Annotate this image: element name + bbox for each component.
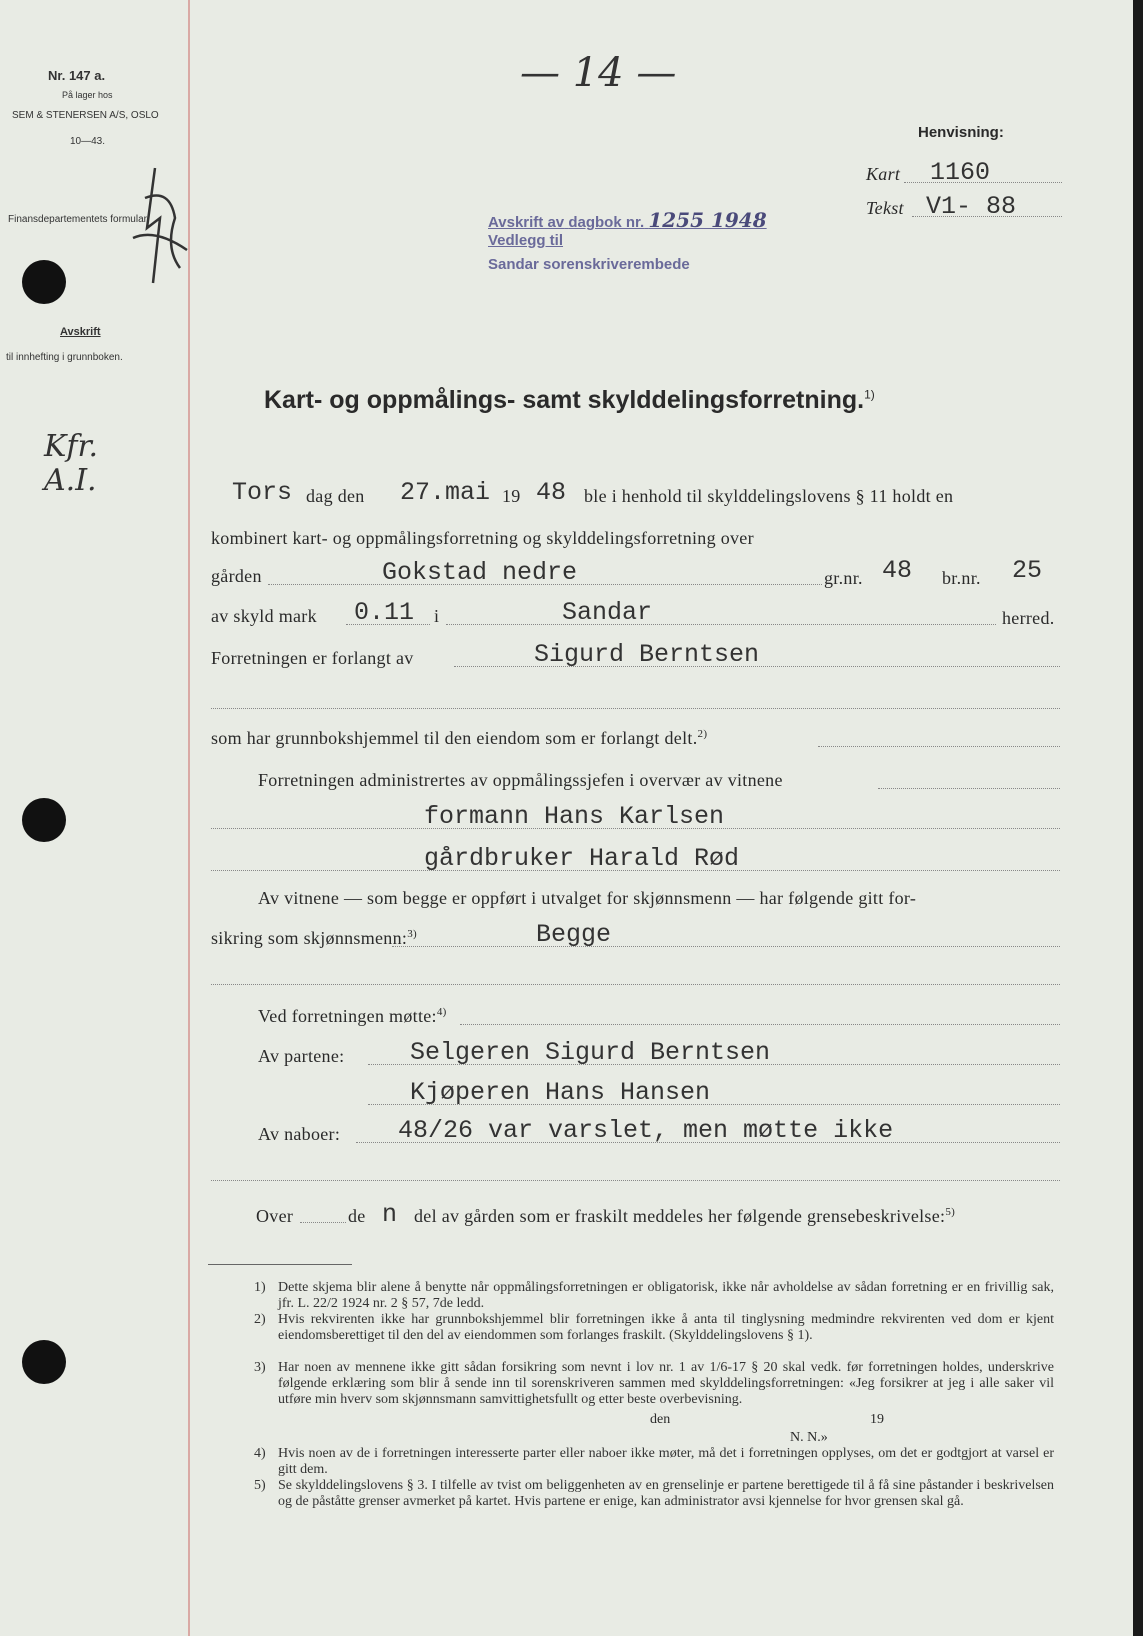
ministry-form: Finansdepartementets formular [8, 214, 147, 225]
reference-map-label: Kart [866, 164, 901, 184]
forsikring-label: sikring som skjønnsmenn:$^{3)}$ [211, 928, 417, 948]
copy-label: Avskrift [60, 326, 101, 338]
footnote-divider [208, 1264, 352, 1265]
brnr-value: 25 [1012, 556, 1043, 585]
stamp-line-1: Avskrift av dagbok nr. 1255 1948 [488, 208, 767, 232]
weekday-value: Tors [232, 478, 293, 507]
publisher-line-2: SEM & STENERSEN A/S, OSLO [12, 110, 159, 121]
date-label-dag: dag den [306, 486, 365, 506]
reference-text-value: V1- 88 [926, 192, 1017, 221]
witness-1: formann Hans Karlsen [424, 802, 725, 831]
forsikring-value: Begge [536, 920, 612, 949]
year-prefix: 19 [502, 486, 521, 506]
footnote-1: 1) Dette skjema blir alene å benytte når oppmålingsforretningen er obligatorisk, ikke når avholdelse av sådan forretning er en frivillig sak, jfr. L. 22/2 1924 nr. 2 § 57, 7de ledd. [254, 1280, 1054, 1311]
publisher-line-1: På lager hos [62, 90, 113, 100]
neighbours-value: 48/26 var varslet, men møtte ikke [398, 1116, 894, 1145]
footnote-2: 2) Hvis rekvirenten ikke har grunnbokshjemmel blir forretningen ikke å anta til tinglysning medmindre rekvirenten ved dom er kjent eiendomsberettiget til den del av eiendommen som forlanges fraskilt. (Skylddelingslovens § 1). [254, 1312, 1054, 1343]
skyld-label: av skyld mark [211, 606, 317, 626]
farm-label: gården [211, 566, 262, 586]
stamp-line-2: Vedlegg til [488, 232, 564, 249]
party-seller: Selgeren Sigurd Berntsen [410, 1038, 771, 1067]
reference-map-value: 1160 [930, 158, 991, 187]
hjemmel-text: som har grunnbokshjemmel til den eiendom som er forlangt delt.$^{2)}$ [211, 728, 708, 748]
footnote-5: 5) Se skylddelingslovens § 3. I tilfelle av tvist om beliggenheten av en grenselinje er partene berettigede til å få sine påstander i beskrivelsen og de påståtte grenser avmerket på kartet. Hvis partene er enige, kan administrator avsi kjennelse for hvor grensen skal gå. [254, 1478, 1054, 1509]
footnote-3: 3) Har noen av mennene ikke gitt sådan forsikring som nevnt i lov nr. 1 av 1/6-17 § 20 skal vedk. før forretningen holdes, underskrive følgende erklæring som blir å sende inn til sorenskriveren sammen med skylddelingsforretningen: «Jeg forsikrer at jeg i alle saker vil utføre min hverv som skjønnsmann samvittighetsfullt og etter beste overbevisning. [254, 1360, 1054, 1407]
boundary-text: del av gården som er fraskilt meddeles her følgende grensebeskrivelse:$^{5)}$ [414, 1206, 956, 1226]
reference-text-label: Tekst [866, 198, 904, 218]
footnote-4: 4) Hvis noen av de i forretningen interesserte parter eller naboer ikke møter, må det i forretningen opplyses, om det er godtgjort at varsel er gitt dem. [254, 1446, 1054, 1477]
herred-value: Sandar [562, 598, 653, 627]
date-value: 27.mai [400, 478, 491, 507]
skyld-value: 0.11 [354, 598, 415, 627]
present-label: Ved forretningen møtte:$^{4)}$ [258, 1006, 447, 1026]
neighbours-label: Av naboer: [258, 1124, 341, 1144]
footnote-3-den: den [650, 1412, 671, 1427]
year-value: 48 [536, 478, 567, 507]
date-line-rest: ble i henhold til skylddelingslovens § 11 holdt en [584, 486, 954, 506]
combined-line: kombinert kart- og oppmålingsforretning og skylddelingsforretning over [211, 528, 754, 548]
grnr-label: gr.nr. [824, 568, 863, 588]
witness-2: gårdbruker Harald Rød [424, 844, 740, 873]
footnote-3-signature: N. N.» [790, 1430, 828, 1445]
footnote-3-year: 19 [870, 1412, 884, 1427]
punch-hole [22, 798, 66, 842]
brnr-label: br.nr. [942, 568, 981, 588]
part-value: n [382, 1200, 398, 1229]
document-title: Kart- og oppmålings- samt skylddelingsforretning.$^{1)}$ [264, 386, 875, 414]
farm-value: Gokstad nedre [382, 558, 578, 587]
party-buyer: Kjøperen Hans Hansen [410, 1078, 711, 1107]
print-date: 10—43. [70, 136, 106, 147]
grnr-value: 48 [882, 556, 913, 585]
form-number: Nr. 147 a. [48, 68, 106, 83]
requested-label: Forretningen er forlangt av [211, 648, 414, 668]
stamp-line-3: Sandar sorenskriverembede [488, 256, 690, 273]
administered-text: Forretningen administrertes av oppmålingssjefen i overvær av vitnene [258, 770, 783, 790]
witnesses-text: Av vitnene — som begge er oppført i utvalget for skjønnsmenn — har følgende gitt for- [258, 888, 917, 908]
parties-label: Av partene: [258, 1046, 345, 1066]
over-label: Over [256, 1206, 294, 1226]
requested-value: Sigurd Berntsen [534, 640, 760, 669]
handwritten-initials: Kfr. A.I. [44, 429, 99, 498]
reference-heading: Henvisning: [918, 124, 1004, 141]
herred-label: herred. [1002, 608, 1055, 628]
de-label: de [348, 1206, 366, 1226]
signature-mark [125, 158, 195, 288]
copy-note: til innhefting i grunnboken. [6, 352, 123, 363]
skyld-i: i [434, 606, 440, 626]
punch-hole [22, 260, 66, 304]
page-number: — 14 — [520, 50, 677, 96]
punch-hole [22, 1340, 66, 1384]
